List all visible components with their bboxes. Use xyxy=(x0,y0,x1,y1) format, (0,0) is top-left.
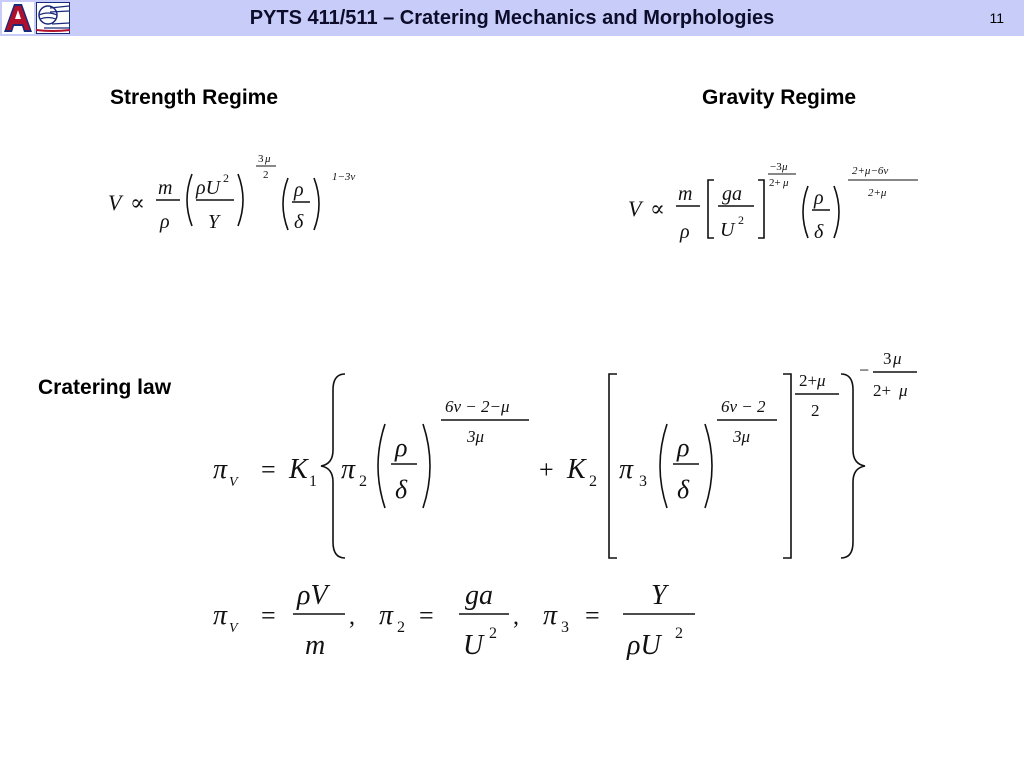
svg-text:U: U xyxy=(463,630,484,661)
svg-text:K: K xyxy=(567,454,586,485)
svg-text:ρU: ρU xyxy=(196,177,221,199)
svg-text:2: 2 xyxy=(811,401,820,420)
svg-text:1−3ν: 1−3ν xyxy=(332,171,356,183)
svg-text:2+: 2+ xyxy=(873,381,892,400)
svg-text:δ: δ xyxy=(814,221,824,243)
svg-text:3: 3 xyxy=(561,619,569,636)
svg-text:m: m xyxy=(305,630,326,661)
svg-text:2+: 2+ xyxy=(769,177,781,189)
svg-text:ρ: ρ xyxy=(395,433,408,462)
svg-text:+: + xyxy=(539,455,554,484)
svg-text:6ν − 2−μ: 6ν − 2−μ xyxy=(445,397,510,416)
svg-text:2: 2 xyxy=(675,625,683,642)
svg-text:3μ: 3μ xyxy=(733,427,751,446)
svg-text:∝: ∝ xyxy=(650,196,665,221)
cratering-law-equation xyxy=(205,340,945,570)
svg-text:ρU: ρU xyxy=(627,630,661,661)
svg-text:=: = xyxy=(419,601,434,630)
svg-text:2: 2 xyxy=(489,625,497,642)
svg-text:∝: ∝ xyxy=(130,190,145,215)
svg-text:μ: μ xyxy=(817,371,826,390)
svg-text:ρ: ρ xyxy=(160,211,170,233)
svg-text:Y: Y xyxy=(651,580,667,611)
svg-text:V: V xyxy=(229,621,238,636)
svg-text:2: 2 xyxy=(359,473,367,490)
svg-text:μ: μ xyxy=(782,161,788,173)
svg-text:2: 2 xyxy=(589,473,597,490)
svg-text:−3: −3 xyxy=(770,161,782,173)
svg-text:2+μ: 2+μ xyxy=(868,187,887,199)
strength-regime-equation xyxy=(100,148,390,248)
svg-text:μ: μ xyxy=(783,177,789,189)
svg-text:m: m xyxy=(678,183,693,205)
svg-text:V: V xyxy=(108,190,122,215)
svg-text:3: 3 xyxy=(258,153,264,165)
svg-text:,: , xyxy=(513,604,519,630)
svg-text:π: π xyxy=(341,454,356,485)
svg-text:,: , xyxy=(349,604,355,630)
svg-text:2: 2 xyxy=(397,619,405,636)
pi-groups-equation xyxy=(205,570,725,670)
svg-text:6ν − 2: 6ν − 2 xyxy=(721,397,766,416)
svg-text:π: π xyxy=(213,454,228,485)
svg-text:δ: δ xyxy=(294,211,304,233)
gravity-regime-equation xyxy=(620,154,930,249)
svg-text:ρV: ρV xyxy=(297,580,328,611)
strength-regime-heading: Strength Regime xyxy=(110,86,279,109)
svg-text:K: K xyxy=(289,454,308,485)
svg-text:δ: δ xyxy=(677,475,690,504)
svg-text:2: 2 xyxy=(223,171,229,185)
svg-text:μ: μ xyxy=(893,349,902,368)
svg-text:π: π xyxy=(619,454,634,485)
svg-text:2: 2 xyxy=(263,169,269,181)
slide-number: 11 xyxy=(989,10,1004,26)
svg-text:U: U xyxy=(720,219,735,241)
svg-text:1: 1 xyxy=(309,473,317,490)
svg-text:=: = xyxy=(585,601,600,630)
svg-text:μ: μ xyxy=(899,381,908,400)
svg-text:δ: δ xyxy=(395,475,408,504)
svg-text:ρ: ρ xyxy=(677,433,690,462)
svg-text:−: − xyxy=(859,360,870,380)
svg-text:2: 2 xyxy=(738,213,744,227)
svg-text:ga: ga xyxy=(465,580,493,611)
svg-text:V: V xyxy=(628,196,642,221)
svg-text:ρ: ρ xyxy=(680,221,690,243)
header-bar xyxy=(0,0,1024,36)
svg-text:ρ: ρ xyxy=(814,187,824,209)
gravity-regime-heading: Gravity Regime xyxy=(702,86,857,109)
svg-text:=: = xyxy=(261,455,276,484)
svg-text:ga: ga xyxy=(722,183,742,205)
svg-text:3: 3 xyxy=(883,349,892,368)
svg-text:Y: Y xyxy=(208,211,220,233)
svg-text:π: π xyxy=(213,600,228,631)
svg-text:π: π xyxy=(379,600,394,631)
svg-text:3μ: 3μ xyxy=(467,427,485,446)
svg-text:m: m xyxy=(158,177,173,199)
svg-text:3: 3 xyxy=(639,473,647,490)
slide-title: PYTS 411/511 – Cratering Mechanics and Morphologies xyxy=(249,7,775,29)
svg-text:V: V xyxy=(229,475,238,490)
svg-text:ρ: ρ xyxy=(294,179,304,201)
svg-text:=: = xyxy=(261,601,276,630)
svg-text:π: π xyxy=(543,600,558,631)
cratering-law-heading: Cratering law xyxy=(38,376,172,399)
svg-text:2+μ−6ν: 2+μ−6ν xyxy=(852,165,889,177)
svg-text:2+: 2+ xyxy=(799,371,818,390)
svg-text:μ: μ xyxy=(265,153,271,165)
